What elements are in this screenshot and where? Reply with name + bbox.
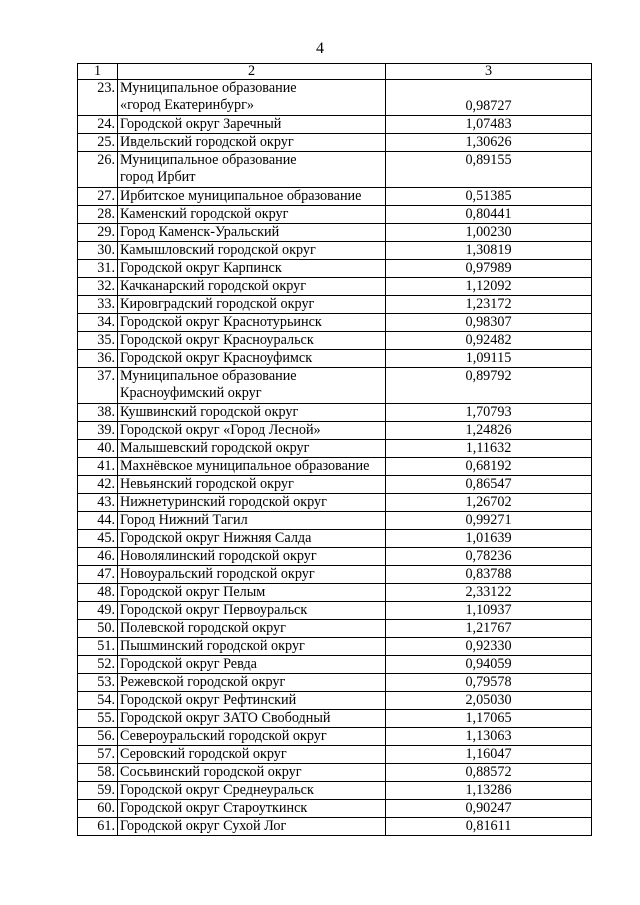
municipality-name [118, 620, 386, 638]
coefficient-value: 1,12092 [386, 278, 592, 296]
row-number: 49. [78, 602, 118, 620]
municipality-name [118, 674, 386, 692]
row-number: 61. [78, 818, 118, 836]
municipality-name [118, 260, 386, 278]
coefficient-value: 0,68192 [386, 458, 592, 476]
table-row [78, 818, 592, 836]
municipality-name [118, 656, 386, 674]
coefficient-value: 1,30626 [386, 134, 592, 152]
municipality-name [118, 296, 386, 314]
coefficient-value: 0,99271 [386, 512, 592, 530]
table-row [78, 80, 592, 116]
name-line: Городской округ Красноуральск [120, 332, 314, 348]
coefficient-value: 1,11632 [386, 440, 592, 458]
name-line: Городской округ Староуткинск [120, 800, 308, 816]
name-line: Ирбитское муниципальное образование [120, 188, 362, 204]
table-row [78, 134, 592, 152]
municipality-name [118, 206, 386, 224]
municipality-name [118, 710, 386, 728]
table-row [78, 602, 592, 620]
municipality-name [118, 404, 386, 422]
municipality-name [118, 584, 386, 602]
row-number: 41. [78, 458, 118, 476]
table-row [78, 620, 592, 638]
row-number: 26. [78, 152, 118, 188]
header-col-1: 1 [78, 64, 118, 80]
municipality-name [118, 566, 386, 584]
municipality-name [118, 188, 386, 206]
name-line: Невьянский городской округ [120, 476, 294, 492]
municipality-name [118, 368, 386, 404]
table-row [78, 728, 592, 746]
name-line: Городской округ Заречный [120, 116, 282, 132]
coefficient-value: 1,26702 [386, 494, 592, 512]
municipality-name [118, 152, 386, 188]
municipality-name [118, 278, 386, 296]
table-body [78, 64, 592, 836]
table-row [78, 656, 592, 674]
name-line: Малышевский городской округ [120, 440, 310, 456]
row-number: 35. [78, 332, 118, 350]
coefficient-value: 0,92482 [386, 332, 592, 350]
municipality-name [118, 80, 386, 116]
table-row [78, 152, 592, 188]
coefficient-value: 0,86547 [386, 476, 592, 494]
name-line: Городской округ Пелым [120, 584, 266, 600]
table-row [78, 260, 592, 278]
table-row [78, 674, 592, 692]
row-number: 48. [78, 584, 118, 602]
municipality-name [118, 602, 386, 620]
coefficient-value: 1,10937 [386, 602, 592, 620]
table-row [78, 350, 592, 368]
table-row [78, 746, 592, 764]
coefficient-value: 0,79578 [386, 674, 592, 692]
name-line: Городской округ Ревда [120, 656, 257, 672]
table-row [78, 314, 592, 332]
coefficient-value: 1,23172 [386, 296, 592, 314]
name-line: Нижнетуринский городской округ [120, 494, 327, 510]
name-line: Муниципальное образование [120, 152, 297, 168]
coefficient-value: 1,00230 [386, 224, 592, 242]
name-line: Город Нижний Тагил [120, 512, 248, 528]
name-line: Город Каменск-Уральский [120, 224, 280, 240]
coefficient-value: 0,90247 [386, 800, 592, 818]
header-col-3: 3 [386, 64, 592, 80]
coefficient-value: 0,98727 [386, 80, 592, 116]
row-number: 38. [78, 404, 118, 422]
name-line: Ивдельский городской округ [120, 134, 294, 150]
name-line: Городской округ ЗАТО Свободный [120, 710, 331, 726]
row-number: 39. [78, 422, 118, 440]
row-number: 29. [78, 224, 118, 242]
row-number: 52. [78, 656, 118, 674]
name-line: город Ирбит [120, 169, 196, 185]
table-row [78, 494, 592, 512]
coefficient-value: 1,24826 [386, 422, 592, 440]
municipality-name [118, 818, 386, 836]
municipality-name [118, 512, 386, 530]
municipality-name [118, 692, 386, 710]
coefficient-value: 0,78236 [386, 548, 592, 566]
page-number: 4 [316, 40, 324, 57]
row-number: 30. [78, 242, 118, 260]
name-line: Кушвинский городской округ [120, 404, 299, 420]
name-line: Качканарский городской округ [120, 278, 307, 294]
row-number: 53. [78, 674, 118, 692]
municipality-name [118, 332, 386, 350]
table-row [78, 638, 592, 656]
row-number: 24. [78, 116, 118, 134]
municipality-name [118, 242, 386, 260]
municipality-name [118, 800, 386, 818]
table-row [78, 548, 592, 566]
municipality-name [118, 440, 386, 458]
name-line: Городской округ Нижняя Салда [120, 530, 312, 546]
row-number: 47. [78, 566, 118, 584]
coefficients-table [77, 63, 592, 836]
row-number: 34. [78, 314, 118, 332]
coefficient-value: 0,51385 [386, 188, 592, 206]
table-row [78, 566, 592, 584]
municipality-name [118, 728, 386, 746]
coefficient-value: 1,70793 [386, 404, 592, 422]
coefficient-value: 1,21767 [386, 620, 592, 638]
name-line: Красноуфимский округ [120, 385, 262, 401]
row-number: 56. [78, 728, 118, 746]
name-line: Режевской городской округ [120, 674, 286, 690]
name-line: Городской округ Среднеуральск [120, 782, 314, 798]
table-row [78, 476, 592, 494]
coefficient-value: 0,81611 [386, 818, 592, 836]
municipality-name [118, 530, 386, 548]
row-number: 37. [78, 368, 118, 404]
coefficient-value: 1,13063 [386, 728, 592, 746]
coefficient-value: 0,88572 [386, 764, 592, 782]
table-row [78, 530, 592, 548]
table-row [78, 440, 592, 458]
row-number: 42. [78, 476, 118, 494]
coefficient-value: 0,80441 [386, 206, 592, 224]
row-number: 54. [78, 692, 118, 710]
table-row [78, 404, 592, 422]
municipality-name [118, 746, 386, 764]
table-row [78, 278, 592, 296]
municipality-name [118, 134, 386, 152]
table-row [78, 332, 592, 350]
coefficient-value: 0,98307 [386, 314, 592, 332]
row-number: 25. [78, 134, 118, 152]
municipality-name [118, 638, 386, 656]
name-line: Сосьвинский городской округ [120, 764, 302, 780]
row-number: 43. [78, 494, 118, 512]
row-number: 33. [78, 296, 118, 314]
name-line: Махнёвское муниципальное образование [120, 458, 370, 474]
table-row [78, 206, 592, 224]
table-row [78, 368, 592, 404]
coefficient-value: 1,17065 [386, 710, 592, 728]
name-line: Муниципальное образование [120, 368, 297, 384]
row-number: 46. [78, 548, 118, 566]
name-line: Городской округ Красноуфимск [120, 350, 313, 366]
municipality-name [118, 422, 386, 440]
header-col-2: 2 [118, 64, 386, 80]
municipality-name [118, 476, 386, 494]
row-number: 58. [78, 764, 118, 782]
coefficient-value: 1,01639 [386, 530, 592, 548]
coefficient-value: 0,89155 [386, 152, 592, 188]
row-number: 40. [78, 440, 118, 458]
coefficient-value: 0,97989 [386, 260, 592, 278]
name-line: Камышловский городской округ [120, 242, 316, 258]
municipality-name [118, 764, 386, 782]
municipality-name [118, 314, 386, 332]
municipality-name [118, 548, 386, 566]
coefficient-value: 1,16047 [386, 746, 592, 764]
table-row [78, 782, 592, 800]
municipality-name [118, 494, 386, 512]
coefficient-value: 0,83788 [386, 566, 592, 584]
table-row [78, 224, 592, 242]
name-line: Новолялинский городской округ [120, 548, 317, 564]
coefficient-value: 0,92330 [386, 638, 592, 656]
name-line: Городской округ Сухой Лог [120, 818, 287, 834]
name-line: «город Екатеринбург» [120, 97, 255, 113]
row-number: 50. [78, 620, 118, 638]
row-number: 28. [78, 206, 118, 224]
coefficient-value: 2,05030 [386, 692, 592, 710]
coefficient-value: 1,13286 [386, 782, 592, 800]
table-row [78, 422, 592, 440]
coefficient-value: 1,30819 [386, 242, 592, 260]
table-row [78, 692, 592, 710]
name-line: Каменский городской округ [120, 206, 289, 222]
table-row [78, 242, 592, 260]
coefficient-value: 1,09115 [386, 350, 592, 368]
coefficient-value: 0,94059 [386, 656, 592, 674]
row-number: 32. [78, 278, 118, 296]
row-number: 23. [78, 80, 118, 116]
name-line: Серовский городской округ [120, 746, 287, 762]
coefficient-value: 0,89792 [386, 368, 592, 404]
table-row [78, 296, 592, 314]
coefficient-value: 2,33122 [386, 584, 592, 602]
table-row [78, 116, 592, 134]
name-line: Новоуральский городской округ [120, 566, 315, 582]
municipality-name [118, 350, 386, 368]
row-number: 36. [78, 350, 118, 368]
row-number: 55. [78, 710, 118, 728]
table-row [78, 764, 592, 782]
row-number: 44. [78, 512, 118, 530]
row-number: 45. [78, 530, 118, 548]
table-row [78, 458, 592, 476]
row-number: 57. [78, 746, 118, 764]
municipality-name [118, 224, 386, 242]
municipality-name [118, 116, 386, 134]
name-line: Городской округ Краснотурьинск [120, 314, 322, 330]
municipality-name [118, 458, 386, 476]
row-number: 60. [78, 800, 118, 818]
table-row [78, 800, 592, 818]
row-number: 27. [78, 188, 118, 206]
name-line: Городской округ Первоуральск [120, 602, 308, 618]
name-line: Муниципальное образование [120, 80, 297, 96]
row-number: 59. [78, 782, 118, 800]
table-row [78, 188, 592, 206]
name-line: Пышминский городской округ [120, 638, 305, 654]
name-line: Кировградский городской округ [120, 296, 315, 312]
table-row [78, 710, 592, 728]
row-number: 51. [78, 638, 118, 656]
table-row [78, 512, 592, 530]
municipality-name [118, 782, 386, 800]
row-number: 31. [78, 260, 118, 278]
table-row [78, 584, 592, 602]
name-line: Городской округ Карпинск [120, 260, 282, 276]
name-line: Городской округ Рефтинский [120, 692, 297, 708]
name-line: Североуральский городской округ [120, 728, 327, 744]
name-line: Городской округ «Город Лесной» [120, 422, 321, 438]
table-header-row [78, 64, 592, 80]
coefficient-value: 1,07483 [386, 116, 592, 134]
name-line: Полевской городской округ [120, 620, 286, 636]
